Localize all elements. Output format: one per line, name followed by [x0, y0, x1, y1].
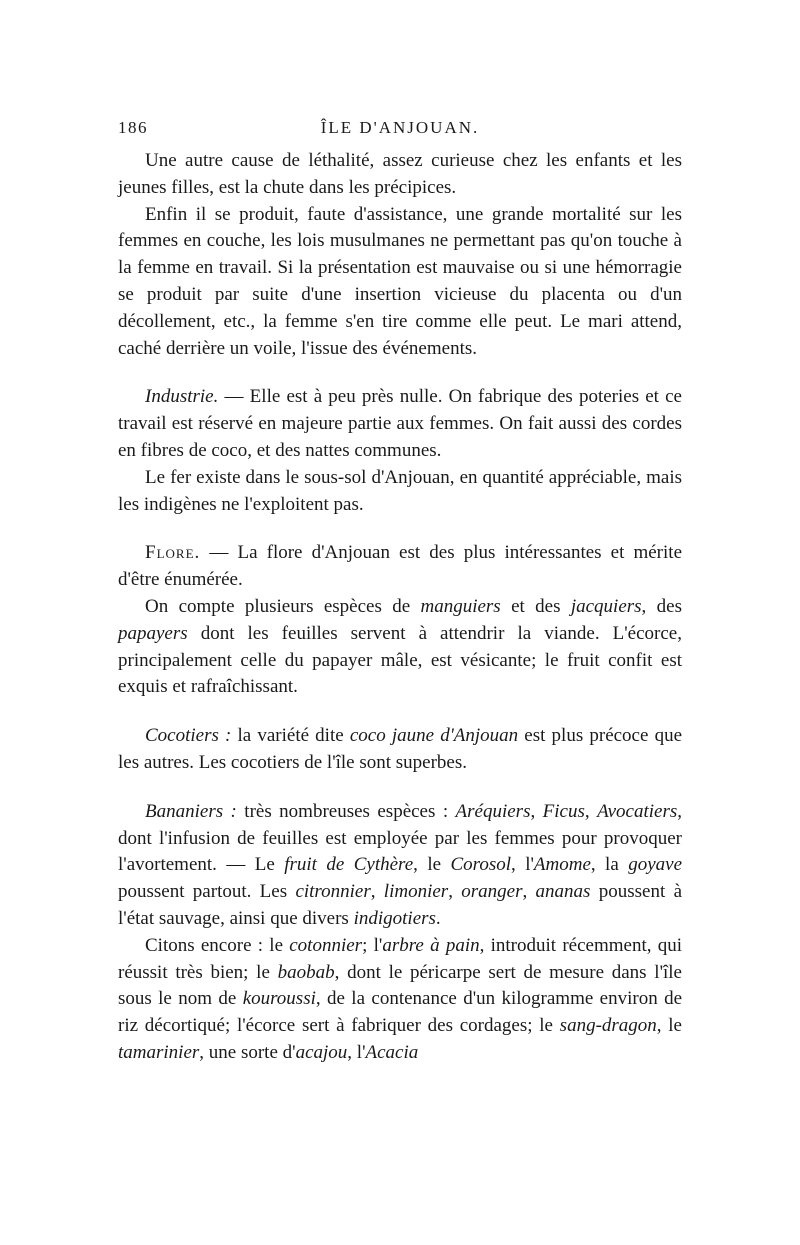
text-run: ,: [522, 881, 536, 903]
paragraph-flore: [118, 540, 682, 594]
species-name: acajou: [295, 1041, 348, 1063]
species-name: arbre à pain: [382, 934, 480, 956]
text-run: dont les feuilles servent à attendrir la viande. L'écorce, principalement celle du papayer mâle, est vésicante; le fruit confit est exquis et rafraîchissant.: [118, 622, 682, 698]
paragraph-bananiers: [118, 799, 682, 933]
species-name: Aréquiers: [455, 800, 531, 822]
species-name: indigotiers: [353, 907, 436, 929]
species-name: kouroussi: [242, 988, 316, 1010]
paragraph-industrie-text: — Elle est à peu près nulle. On fabrique des poteries et ce travail est réservé en majeure partie aux femmes. On fait aussi des cordes en fibres de coco, et des nattes communes.: [118, 386, 682, 461]
text-run: On compte plusieurs espèces de: [145, 595, 421, 617]
species-name: fruit de Cythère: [284, 854, 414, 876]
species-name: coco jaune d'Anjouan: [349, 725, 519, 747]
text-run: est plus précoce que les autres. Les cocotiers de l'île sont superbes.: [118, 725, 683, 773]
text-run: poussent partout. Les: [118, 881, 296, 903]
text-run: , l': [511, 854, 534, 876]
running-title: ÎLE D'ANJOUAN.: [320, 118, 480, 137]
text-run: , une sorte d': [199, 1041, 296, 1063]
species-name: cotonnier: [289, 934, 363, 956]
text-run: très nombreuses espèces :: [236, 800, 456, 822]
paragraph-industrie: [118, 384, 682, 464]
text-run: ; l': [362, 934, 383, 956]
section-label-industrie: Industrie.: [145, 386, 219, 408]
text-run: la variété dite: [231, 725, 350, 747]
species-name: Corosol: [450, 854, 512, 876]
species-name: papayers: [118, 622, 188, 644]
text-run: , le: [656, 1015, 682, 1037]
section-label-flore: Flore.: [145, 542, 201, 564]
text-run: , des: [641, 595, 682, 617]
running-header: [118, 118, 682, 148]
text-run: , introduit récemment, qui réussit très bien; le: [118, 934, 682, 983]
species-name: Amome: [533, 854, 591, 876]
section-label-cocotiers: Cocotiers :: [145, 725, 232, 747]
text-run: , l': [347, 1041, 366, 1063]
page-number: 186: [118, 118, 148, 137]
text-run: et des: [500, 595, 571, 617]
species-name: Ficus: [542, 800, 585, 822]
text-run: ,: [584, 800, 598, 822]
species-name: Avocatiers: [597, 800, 678, 822]
species-name: tamarinier: [118, 1041, 200, 1063]
species-name: sang-dragon: [559, 1015, 657, 1037]
text-run: , dont le péricarpe sert de mesure dans l'île sous le nom de: [118, 961, 682, 1010]
paragraph-fer: Le fer existe dans le sous-sol d'Anjouan, en quantité appréciable, mais les indigènes ne l'exploitent pas.: [118, 466, 682, 515]
text-run: ,: [530, 800, 543, 822]
species-name: jacquiers: [570, 595, 642, 617]
text-run: ,: [370, 881, 384, 903]
text-run: .: [435, 907, 441, 929]
paragraph-lethalite: Une autre cause de léthalité, assez curieuse chez les enfants et les jeunes filles, est la chute dans les précipices.: [118, 150, 682, 198]
section-label-bananiers: Bananiers :: [145, 800, 237, 822]
text-run: , la: [590, 854, 629, 876]
book-page: [118, 118, 682, 1067]
species-name: goyave: [628, 854, 683, 876]
species-name: baobab: [277, 961, 335, 983]
text-run: , de la contenance d'un kilogramme environ de riz décortiqué; l'écorce sert à fabriquer des cordages; le: [118, 988, 682, 1037]
text-run: ,: [448, 881, 462, 903]
text-run: poussent à l'état sauvage, ainsi que divers: [118, 881, 683, 929]
paragraph-flore-text: — La flore d'Anjouan est des plus intéressantes et mérite d'être énumérée.: [118, 542, 682, 591]
species-name: citronnier: [295, 881, 371, 903]
paragraph-mortalite: Enfin il se produit, faute d'assistance, une grande mortalité sur les femmes en couche, les lois musulmanes ne permettant pas qu'on touche à la femme en travail. Si la présentation est mauvaise ou si une hémorragie se produit par suite d'une insertion vicieuse du placenta ou d'un décollement, etc., la femme s'en tire comme elle peut. Le mari attend, caché derrière un voile, l'issue des événements.: [118, 203, 682, 359]
species-name: manguiers: [420, 595, 501, 617]
species-name: oranger: [461, 881, 523, 903]
text-run: , le: [413, 854, 451, 876]
species-name: Acacia: [365, 1041, 419, 1063]
species-name: ananas: [535, 881, 591, 903]
text-run: , dont l'infusion de feuilles est employée par les femmes pour provoquer l'avortement. — Le: [118, 800, 683, 876]
paragraph-cocotiers: [118, 723, 682, 777]
text-run: Citons encore : le: [145, 934, 290, 956]
paragraph-citons: [118, 933, 682, 1067]
paragraph-especes: [118, 594, 682, 701]
body-text: [118, 148, 682, 1067]
species-name: limonier: [383, 881, 449, 903]
